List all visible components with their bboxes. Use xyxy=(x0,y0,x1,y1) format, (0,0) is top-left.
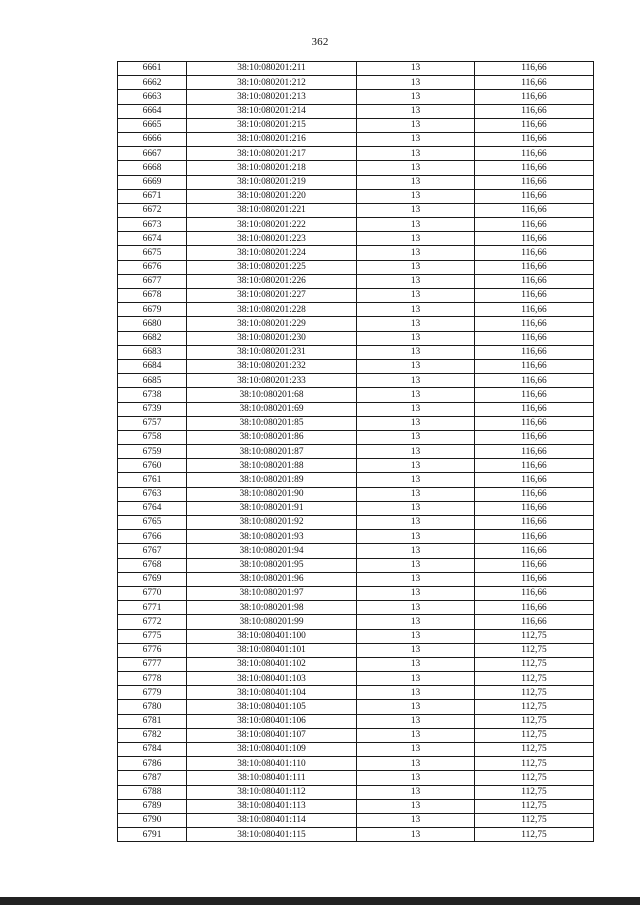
table-row xyxy=(118,445,594,459)
zone-code-cell: 13 xyxy=(357,601,475,615)
cadastral-number-cell: 38:10:080201:93 xyxy=(187,530,357,544)
table-row xyxy=(118,813,594,827)
table-row xyxy=(118,416,594,430)
cadastral-number-cell: 38:10:080201:231 xyxy=(187,345,357,359)
cadastral-number-cell: 38:10:080201:220 xyxy=(187,189,357,203)
row-number-cell: 6777 xyxy=(118,657,187,671)
value-cell: 112,75 xyxy=(475,643,594,657)
value-cell: 116,66 xyxy=(475,445,594,459)
table-row xyxy=(118,132,594,146)
table-row xyxy=(118,218,594,232)
cadastral-number-cell: 38:10:080401:104 xyxy=(187,686,357,700)
value-cell: 116,66 xyxy=(475,203,594,217)
table-row xyxy=(118,615,594,629)
value-cell: 112,75 xyxy=(475,785,594,799)
value-cell: 116,66 xyxy=(475,175,594,189)
row-number-cell: 6665 xyxy=(118,118,187,132)
table-row xyxy=(118,331,594,345)
value-cell: 116,66 xyxy=(475,246,594,260)
cadastral-number-cell: 38:10:080201:230 xyxy=(187,331,357,345)
table-row xyxy=(118,303,594,317)
value-cell: 116,66 xyxy=(475,189,594,203)
table-row xyxy=(118,572,594,586)
value-cell: 116,66 xyxy=(475,615,594,629)
cadastral-number-cell: 38:10:080201:218 xyxy=(187,161,357,175)
zone-code-cell: 13 xyxy=(357,118,475,132)
value-cell: 116,66 xyxy=(475,232,594,246)
value-cell: 112,75 xyxy=(475,686,594,700)
row-number-cell: 6758 xyxy=(118,430,187,444)
cadastral-number-cell: 38:10:080401:111 xyxy=(187,771,357,785)
row-number-cell: 6683 xyxy=(118,345,187,359)
table-row xyxy=(118,374,594,388)
zone-code-cell: 13 xyxy=(357,714,475,728)
row-number-cell: 6664 xyxy=(118,104,187,118)
cadastral-number-cell: 38:10:080401:113 xyxy=(187,799,357,813)
cadastral-number-cell: 38:10:080201:229 xyxy=(187,317,357,331)
cadastral-number-cell: 38:10:080401:106 xyxy=(187,714,357,728)
cadastral-number-cell: 38:10:080401:107 xyxy=(187,728,357,742)
row-number-cell: 6787 xyxy=(118,771,187,785)
cadastral-number-cell: 38:10:080201:228 xyxy=(187,303,357,317)
scan-edge-bar xyxy=(0,897,640,905)
value-cell: 116,66 xyxy=(475,104,594,118)
row-number-cell: 6685 xyxy=(118,374,187,388)
zone-code-cell: 13 xyxy=(357,785,475,799)
table-row xyxy=(118,643,594,657)
row-number-cell: 6671 xyxy=(118,189,187,203)
cadastral-number-cell: 38:10:080401:109 xyxy=(187,743,357,757)
table-row xyxy=(118,558,594,572)
table-row xyxy=(118,672,594,686)
table-row xyxy=(118,757,594,771)
table-row xyxy=(118,487,594,501)
cadastral-number-cell: 38:10:080201:98 xyxy=(187,601,357,615)
row-number-cell: 6667 xyxy=(118,147,187,161)
table-row xyxy=(118,743,594,757)
row-number-cell: 6766 xyxy=(118,530,187,544)
table-row xyxy=(118,700,594,714)
cadastral-number-cell: 38:10:080201:219 xyxy=(187,175,357,189)
zone-code-cell: 13 xyxy=(357,260,475,274)
value-cell: 116,66 xyxy=(475,601,594,615)
cadastral-number-cell: 38:10:080201:87 xyxy=(187,445,357,459)
cadastral-number-cell: 38:10:080201:94 xyxy=(187,544,357,558)
value-cell: 116,66 xyxy=(475,161,594,175)
row-number-cell: 6776 xyxy=(118,643,187,657)
value-cell: 116,66 xyxy=(475,303,594,317)
zone-code-cell: 13 xyxy=(357,813,475,827)
table-row xyxy=(118,828,594,842)
zone-code-cell: 13 xyxy=(357,530,475,544)
row-number-cell: 6675 xyxy=(118,246,187,260)
zone-code-cell: 13 xyxy=(357,416,475,430)
cadastral-number-cell: 38:10:080201:225 xyxy=(187,260,357,274)
row-number-cell: 6679 xyxy=(118,303,187,317)
zone-code-cell: 13 xyxy=(357,161,475,175)
table-row xyxy=(118,728,594,742)
table-row xyxy=(118,104,594,118)
zone-code-cell: 13 xyxy=(357,473,475,487)
value-cell: 116,66 xyxy=(475,260,594,274)
zone-code-cell: 13 xyxy=(357,388,475,402)
table-row xyxy=(118,544,594,558)
table-row xyxy=(118,388,594,402)
row-number-cell: 6770 xyxy=(118,586,187,600)
table-row xyxy=(118,799,594,813)
value-cell: 116,66 xyxy=(475,118,594,132)
table-row xyxy=(118,232,594,246)
table-row xyxy=(118,203,594,217)
cadastral-number-cell: 38:10:080201:99 xyxy=(187,615,357,629)
row-number-cell: 6666 xyxy=(118,132,187,146)
value-cell: 116,66 xyxy=(475,90,594,104)
cadastral-number-cell: 38:10:080201:91 xyxy=(187,501,357,515)
cadastral-number-cell: 38:10:080201:223 xyxy=(187,232,357,246)
zone-code-cell: 13 xyxy=(357,218,475,232)
zone-code-cell: 13 xyxy=(357,686,475,700)
row-number-cell: 6767 xyxy=(118,544,187,558)
row-number-cell: 6789 xyxy=(118,799,187,813)
table-row xyxy=(118,90,594,104)
value-cell: 116,66 xyxy=(475,501,594,515)
row-number-cell: 6668 xyxy=(118,161,187,175)
cadastral-number-cell: 38:10:080201:233 xyxy=(187,374,357,388)
row-number-cell: 6677 xyxy=(118,274,187,288)
parcel-table-body xyxy=(118,62,594,842)
row-number-cell: 6764 xyxy=(118,501,187,515)
value-cell: 116,66 xyxy=(475,487,594,501)
cadastral-number-cell: 38:10:080201:96 xyxy=(187,572,357,586)
zone-code-cell: 13 xyxy=(357,572,475,586)
row-number-cell: 6786 xyxy=(118,757,187,771)
cadastral-number-cell: 38:10:080201:92 xyxy=(187,516,357,530)
cadastral-number-cell: 38:10:080401:114 xyxy=(187,813,357,827)
table-row xyxy=(118,189,594,203)
value-cell: 116,66 xyxy=(475,430,594,444)
table-row xyxy=(118,714,594,728)
value-cell: 116,66 xyxy=(475,586,594,600)
value-cell: 116,66 xyxy=(475,516,594,530)
row-number-cell: 6662 xyxy=(118,76,187,90)
cadastral-number-cell: 38:10:080201:232 xyxy=(187,359,357,373)
value-cell: 116,66 xyxy=(475,388,594,402)
value-cell: 112,75 xyxy=(475,828,594,842)
value-cell: 116,66 xyxy=(475,374,594,388)
zone-code-cell: 13 xyxy=(357,289,475,303)
cadastral-number-cell: 38:10:080401:105 xyxy=(187,700,357,714)
cadastral-number-cell: 38:10:080201:216 xyxy=(187,132,357,146)
value-cell: 116,66 xyxy=(475,558,594,572)
row-number-cell: 6673 xyxy=(118,218,187,232)
zone-code-cell: 13 xyxy=(357,487,475,501)
cadastral-number-cell: 38:10:080201:90 xyxy=(187,487,357,501)
value-cell: 116,66 xyxy=(475,459,594,473)
value-cell: 116,66 xyxy=(475,544,594,558)
cadastral-number-cell: 38:10:080201:215 xyxy=(187,118,357,132)
table-row xyxy=(118,516,594,530)
zone-code-cell: 13 xyxy=(357,189,475,203)
zone-code-cell: 13 xyxy=(357,728,475,742)
row-number-cell: 6672 xyxy=(118,203,187,217)
zone-code-cell: 13 xyxy=(357,501,475,515)
row-number-cell: 6661 xyxy=(118,62,187,76)
cadastral-number-cell: 38:10:080401:103 xyxy=(187,672,357,686)
value-cell: 116,66 xyxy=(475,132,594,146)
cadastral-number-cell: 38:10:080401:101 xyxy=(187,643,357,657)
table-row xyxy=(118,118,594,132)
zone-code-cell: 13 xyxy=(357,76,475,90)
row-number-cell: 6761 xyxy=(118,473,187,487)
zone-code-cell: 13 xyxy=(357,246,475,260)
zone-code-cell: 13 xyxy=(357,672,475,686)
row-number-cell: 6768 xyxy=(118,558,187,572)
table-row xyxy=(118,274,594,288)
zone-code-cell: 13 xyxy=(357,90,475,104)
table-row xyxy=(118,76,594,90)
cadastral-number-cell: 38:10:080201:68 xyxy=(187,388,357,402)
row-number-cell: 6780 xyxy=(118,700,187,714)
cadastral-number-cell: 38:10:080201:97 xyxy=(187,586,357,600)
row-number-cell: 6759 xyxy=(118,445,187,459)
cadastral-number-cell: 38:10:080201:227 xyxy=(187,289,357,303)
zone-code-cell: 13 xyxy=(357,303,475,317)
zone-code-cell: 13 xyxy=(357,132,475,146)
value-cell: 116,66 xyxy=(475,147,594,161)
row-number-cell: 6739 xyxy=(118,402,187,416)
table-row xyxy=(118,345,594,359)
zone-code-cell: 13 xyxy=(357,544,475,558)
cadastral-number-cell: 38:10:080201:224 xyxy=(187,246,357,260)
cadastral-number-cell: 38:10:080201:88 xyxy=(187,459,357,473)
table-row xyxy=(118,657,594,671)
row-number-cell: 6680 xyxy=(118,317,187,331)
value-cell: 116,66 xyxy=(475,473,594,487)
zone-code-cell: 13 xyxy=(357,232,475,246)
cadastral-number-cell: 38:10:080201:85 xyxy=(187,416,357,430)
value-cell: 116,66 xyxy=(475,416,594,430)
row-number-cell: 6763 xyxy=(118,487,187,501)
value-cell: 116,66 xyxy=(475,62,594,76)
zone-code-cell: 13 xyxy=(357,62,475,76)
zone-code-cell: 13 xyxy=(357,516,475,530)
value-cell: 112,75 xyxy=(475,799,594,813)
table-row xyxy=(118,586,594,600)
zone-code-cell: 13 xyxy=(357,586,475,600)
value-cell: 116,66 xyxy=(475,402,594,416)
zone-code-cell: 13 xyxy=(357,430,475,444)
value-cell: 116,66 xyxy=(475,572,594,586)
zone-code-cell: 13 xyxy=(357,147,475,161)
table-row xyxy=(118,686,594,700)
zone-code-cell: 13 xyxy=(357,459,475,473)
zone-code-cell: 13 xyxy=(357,345,475,359)
row-number-cell: 6678 xyxy=(118,289,187,303)
cadastral-number-cell: 38:10:080201:89 xyxy=(187,473,357,487)
value-cell: 112,75 xyxy=(475,757,594,771)
row-number-cell: 6781 xyxy=(118,714,187,728)
table-row xyxy=(118,785,594,799)
value-cell: 116,66 xyxy=(475,359,594,373)
row-number-cell: 6674 xyxy=(118,232,187,246)
row-number-cell: 6676 xyxy=(118,260,187,274)
zone-code-cell: 13 xyxy=(357,700,475,714)
zone-code-cell: 13 xyxy=(357,743,475,757)
row-number-cell: 6771 xyxy=(118,601,187,615)
cadastral-number-cell: 38:10:080201:211 xyxy=(187,62,357,76)
zone-code-cell: 13 xyxy=(357,203,475,217)
value-cell: 112,75 xyxy=(475,714,594,728)
cadastral-number-cell: 38:10:080201:95 xyxy=(187,558,357,572)
row-number-cell: 6791 xyxy=(118,828,187,842)
value-cell: 112,75 xyxy=(475,700,594,714)
table-row xyxy=(118,260,594,274)
value-cell: 116,66 xyxy=(475,530,594,544)
cadastral-number-cell: 38:10:080401:100 xyxy=(187,629,357,643)
cadastral-number-cell: 38:10:080201:213 xyxy=(187,90,357,104)
cadastral-number-cell: 38:10:080201:226 xyxy=(187,274,357,288)
table-row xyxy=(118,501,594,515)
table-row xyxy=(118,317,594,331)
table-row xyxy=(118,289,594,303)
row-number-cell: 6790 xyxy=(118,813,187,827)
table-row xyxy=(118,246,594,260)
row-number-cell: 6663 xyxy=(118,90,187,104)
zone-code-cell: 13 xyxy=(357,175,475,189)
row-number-cell: 6769 xyxy=(118,572,187,586)
row-number-cell: 6738 xyxy=(118,388,187,402)
table-row xyxy=(118,459,594,473)
value-cell: 112,75 xyxy=(475,743,594,757)
zone-code-cell: 13 xyxy=(357,771,475,785)
zone-code-cell: 13 xyxy=(357,799,475,813)
zone-code-cell: 13 xyxy=(357,629,475,643)
row-number-cell: 6682 xyxy=(118,331,187,345)
table-row xyxy=(118,771,594,785)
row-number-cell: 6772 xyxy=(118,615,187,629)
cadastral-number-cell: 38:10:080201:212 xyxy=(187,76,357,90)
row-number-cell: 6775 xyxy=(118,629,187,643)
zone-code-cell: 13 xyxy=(357,757,475,771)
cadastral-number-cell: 38:10:080401:110 xyxy=(187,757,357,771)
value-cell: 112,75 xyxy=(475,813,594,827)
zone-code-cell: 13 xyxy=(357,657,475,671)
cadastral-number-cell: 38:10:080401:112 xyxy=(187,785,357,799)
value-cell: 112,75 xyxy=(475,672,594,686)
zone-code-cell: 13 xyxy=(357,104,475,118)
cadastral-number-cell: 38:10:080201:222 xyxy=(187,218,357,232)
zone-code-cell: 13 xyxy=(357,643,475,657)
value-cell: 116,66 xyxy=(475,274,594,288)
zone-code-cell: 13 xyxy=(357,402,475,416)
table-row xyxy=(118,62,594,76)
zone-code-cell: 13 xyxy=(357,359,475,373)
table-row xyxy=(118,530,594,544)
value-cell: 116,66 xyxy=(475,331,594,345)
table-row xyxy=(118,147,594,161)
value-cell: 116,66 xyxy=(475,345,594,359)
row-number-cell: 6757 xyxy=(118,416,187,430)
zone-code-cell: 13 xyxy=(357,558,475,572)
row-number-cell: 6788 xyxy=(118,785,187,799)
row-number-cell: 6784 xyxy=(118,743,187,757)
cadastral-number-cell: 38:10:080401:115 xyxy=(187,828,357,842)
value-cell: 112,75 xyxy=(475,728,594,742)
cadastral-number-cell: 38:10:080401:102 xyxy=(187,657,357,671)
parcel-table xyxy=(117,61,594,842)
table-row xyxy=(118,430,594,444)
table-row xyxy=(118,175,594,189)
row-number-cell: 6669 xyxy=(118,175,187,189)
table-row xyxy=(118,402,594,416)
zone-code-cell: 13 xyxy=(357,274,475,288)
zone-code-cell: 13 xyxy=(357,331,475,345)
cadastral-number-cell: 38:10:080201:69 xyxy=(187,402,357,416)
row-number-cell: 6684 xyxy=(118,359,187,373)
cadastral-number-cell: 38:10:080201:214 xyxy=(187,104,357,118)
value-cell: 116,66 xyxy=(475,317,594,331)
zone-code-cell: 13 xyxy=(357,828,475,842)
page-number: 362 xyxy=(311,36,329,48)
table-row xyxy=(118,473,594,487)
table-row xyxy=(118,161,594,175)
row-number-cell: 6779 xyxy=(118,686,187,700)
row-number-cell: 6760 xyxy=(118,459,187,473)
zone-code-cell: 13 xyxy=(357,615,475,629)
zone-code-cell: 13 xyxy=(357,374,475,388)
value-cell: 116,66 xyxy=(475,76,594,90)
row-number-cell: 6778 xyxy=(118,672,187,686)
cadastral-number-cell: 38:10:080201:221 xyxy=(187,203,357,217)
cadastral-number-cell: 38:10:080201:217 xyxy=(187,147,357,161)
zone-code-cell: 13 xyxy=(357,317,475,331)
table-row xyxy=(118,629,594,643)
value-cell: 112,75 xyxy=(475,629,594,643)
cadastral-number-cell: 38:10:080201:86 xyxy=(187,430,357,444)
value-cell: 112,75 xyxy=(475,771,594,785)
value-cell: 112,75 xyxy=(475,657,594,671)
value-cell: 116,66 xyxy=(475,289,594,303)
table-row xyxy=(118,601,594,615)
row-number-cell: 6782 xyxy=(118,728,187,742)
row-number-cell: 6765 xyxy=(118,516,187,530)
table-row xyxy=(118,359,594,373)
zone-code-cell: 13 xyxy=(357,445,475,459)
value-cell: 116,66 xyxy=(475,218,594,232)
